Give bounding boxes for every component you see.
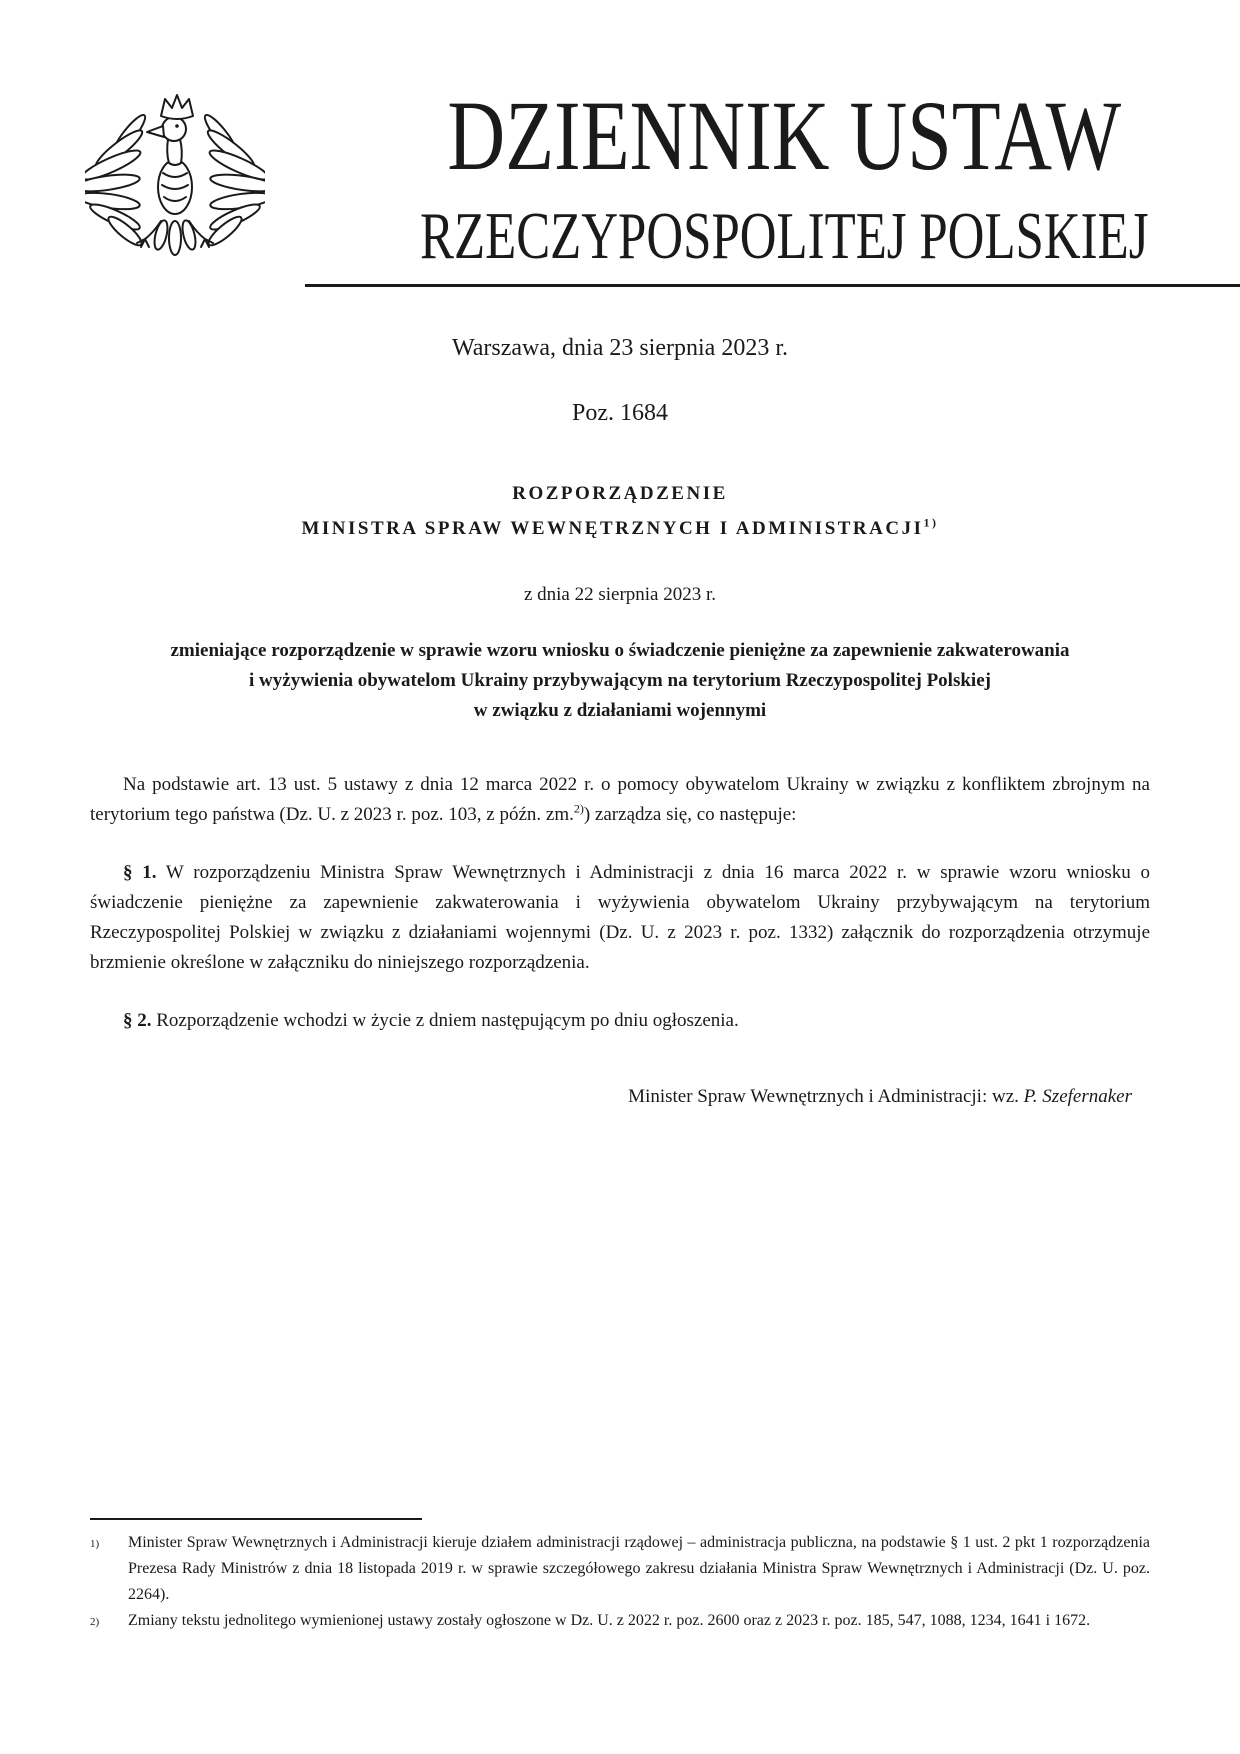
- polish-eagle-emblem: [85, 85, 265, 265]
- footnote-text: Zmiany tekstu jednolitego wymienionej ustawy zostały ogłoszone w Dz. U. z 2022 r. poz. 2600 oraz z 2023 r. poz. 185, 547, 1088, 1234, 1641 i 1672.: [128, 1612, 1091, 1629]
- paragraph-2-text: Rozporządzenie wchodzi w życie z dniem następującym po dniu ogłoszenia.: [151, 1010, 739, 1031]
- signature-name: P. Szefernaker: [1023, 1086, 1132, 1107]
- footnote-ref-2: 2): [573, 801, 584, 816]
- paragraph-2-lead: § 2.: [123, 1010, 152, 1031]
- footnote-text: Minister Spraw Wewnętrznych i Administracji kieruje działem administracji rządowej – administracja publiczna, na podstawie § 1 ust. 2 pkt 1 rozporządzenia Prezesa Rady Ministrów z dnia 18 listopada 2019 r. w sprawie szczegółowego zakresu działania Ministra Spraw Wewnętrznych i Administracji (Dz. U. poz. 2264).: [128, 1534, 1150, 1603]
- act-issuer-text: MINISTRA SPRAW WEWNĘTRZNYCH I ADMINISTRACJI: [301, 518, 924, 539]
- act-title-line: i wyżywienia obywatelom Ukrainy przybywającym na terytorium Rzeczypospolitej Polskiej: [249, 670, 991, 691]
- dateline: Warszawa, dnia 23 sierpnia 2023 r.: [452, 335, 788, 361]
- signature-line: [90, 1086, 1150, 1108]
- preamble-paragraph: [90, 770, 1150, 830]
- act-issuer-heading: [0, 515, 1240, 540]
- footnote-ref-1: 1): [923, 515, 939, 530]
- act-date: z dnia 22 sierpnia 2023 r.: [523, 584, 717, 605]
- signature-label: Minister Spraw Wewnętrznych i Administracji: wz.: [628, 1086, 1019, 1107]
- paragraph-1: [90, 858, 1150, 978]
- journal-title: DZIENNIK USTAW: [447, 80, 1122, 191]
- preamble-text-before: Na podstawie art. 13 ust. 5 ustawy z dnia 12 marca 2022 r. o pomocy obywatelom Ukrainy w związku z konfliktem zbrojnym na terytorium tego państwa (Dz. U. z 2023 r. poz. 103, z późn. zm.: [90, 774, 1150, 825]
- act-title-line: zmieniające rozporządzenie w sprawie wzoru wniosku o świadczenie pieniężne za zapewnienie zakwaterowania: [170, 640, 1070, 661]
- paragraph-1-lead: § 1.: [123, 862, 157, 883]
- act-title: [0, 636, 1240, 726]
- act-type-heading: ROZPORZĄDZENIE: [512, 483, 728, 504]
- footnote-marker: 2): [90, 1616, 100, 1628]
- preamble-text-after: ) zarządza się, co następuje:: [583, 804, 797, 825]
- act-title-line: w związku z działaniami wojennymi: [473, 700, 767, 721]
- masthead-text: [305, 80, 1240, 287]
- footnote-marker: 1): [90, 1538, 100, 1550]
- masthead: [0, 0, 1240, 287]
- footnotes-section: [90, 1518, 1150, 1635]
- journal-subtitle: RZECZYPOSPOLITEJ POLSKIEJ: [420, 199, 1149, 273]
- footnote: [90, 1530, 1150, 1608]
- paragraph-1-text: W rozporządzeniu Ministra Spraw Wewnętrznych i Administracji z dnia 16 marca 2022 r. w sprawie wzoru wniosku o świadczenie pieniężne za zapewnienie zakwaterowania i wyżywienia obywatelom Ukrainy przybywającym na terytorium Rzeczypospolitej Polskiej w związku z działaniami wojennymi (Dz. U. z 2023 r. poz. 1332) załącznik do rozporządzenia otrzymuje brzmienie określone w załączniku do niniejszego rozporządzenia.: [90, 862, 1151, 973]
- act-body: [0, 770, 1240, 1108]
- footnote-separator: [90, 1518, 422, 1520]
- position-number: Poz. 1684: [572, 400, 668, 426]
- footnote: [90, 1608, 1150, 1635]
- paragraph-2: [90, 1006, 1150, 1036]
